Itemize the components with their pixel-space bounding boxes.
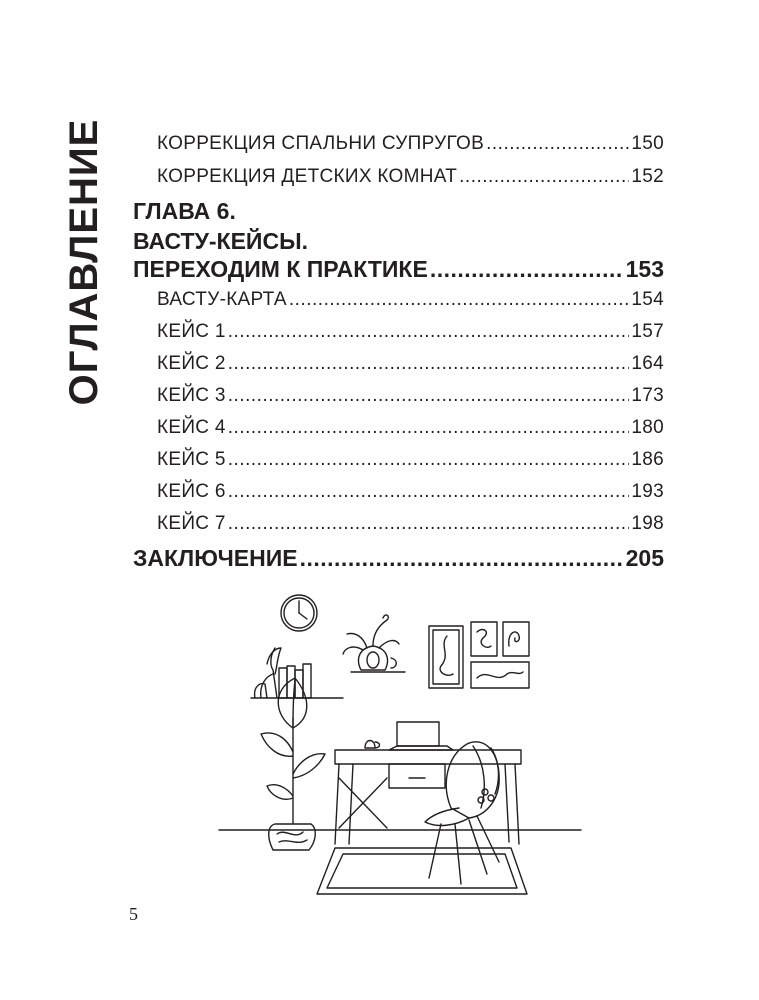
laptop-icon bbox=[389, 722, 453, 750]
toc-entry[interactable] bbox=[157, 449, 664, 471]
toc-entry-label: КЕЙС 4 bbox=[157, 417, 226, 438]
toc-entry-page: 198 bbox=[631, 513, 664, 534]
vase-icon bbox=[343, 615, 399, 670]
toc-entry[interactable] bbox=[157, 417, 664, 439]
dot-leader bbox=[228, 449, 630, 471]
toc-entry-page: 154 bbox=[631, 289, 664, 310]
toc-entry-page: 186 bbox=[631, 449, 664, 470]
toc-entry[interactable] bbox=[157, 385, 664, 407]
chapter-subtitle: ПЕРЕХОДИМ К ПРАКТИКЕ bbox=[133, 256, 428, 282]
toc-entry[interactable] bbox=[157, 289, 664, 311]
toc-entry[interactable] bbox=[157, 481, 664, 503]
toc-entry-label: КОРРЕКЦИЯ СПАЛЬНИ СУПРУГОВ bbox=[157, 133, 485, 154]
toc-entry-page: 193 bbox=[631, 481, 664, 502]
toc-entry-label: КОРРЕКЦИЯ ДЕТСКИХ КОМНАТ bbox=[157, 166, 458, 187]
toc-entry-page: 152 bbox=[631, 166, 664, 187]
dot-leader bbox=[228, 321, 630, 343]
toc-entry-label: КЕЙС 3 bbox=[157, 385, 226, 406]
toc-entry[interactable] bbox=[157, 321, 664, 343]
dot-leader bbox=[228, 481, 630, 503]
cup-icon bbox=[365, 741, 380, 749]
toc-entry-label: КЕЙС 7 bbox=[157, 513, 226, 534]
dot-leader bbox=[228, 417, 630, 439]
wall-pictures bbox=[429, 622, 529, 688]
dot-leader bbox=[459, 166, 629, 188]
toc-entry-label: КЕЙС 2 bbox=[157, 353, 226, 374]
toc-entry-page: 157 bbox=[631, 321, 664, 342]
dot-leader bbox=[228, 353, 630, 375]
dot-leader bbox=[430, 256, 624, 283]
dot-leader bbox=[300, 545, 624, 572]
bookshelf-icon bbox=[251, 648, 343, 698]
clock-icon bbox=[281, 595, 317, 631]
chair-icon bbox=[425, 742, 499, 884]
toc-entry-page: 150 bbox=[631, 133, 664, 154]
chapter-entry[interactable] bbox=[133, 256, 664, 283]
toc-entry-page: 164 bbox=[631, 353, 664, 374]
toc-entry[interactable] bbox=[157, 133, 664, 155]
conclusion-label: ЗАКЛЮЧЕНИЕ bbox=[133, 545, 298, 571]
chapter-page: 153 bbox=[625, 256, 664, 282]
toc-entry[interactable] bbox=[157, 166, 664, 188]
toc-entry-label: КЕЙС 1 bbox=[157, 321, 226, 342]
toc-entry-label: ВАСТУ-КАРТА bbox=[157, 289, 287, 310]
page-number: 5 bbox=[129, 904, 138, 924]
office-illustration bbox=[215, 588, 585, 908]
dot-leader bbox=[289, 289, 629, 311]
toc-entry-page: 180 bbox=[631, 417, 664, 438]
toc-entry[interactable] bbox=[157, 353, 664, 375]
conclusion-page: 205 bbox=[625, 545, 664, 571]
conclusion-entry[interactable] bbox=[133, 545, 664, 572]
toc-entry-label: КЕЙС 5 bbox=[157, 449, 226, 470]
plant-icon bbox=[261, 678, 325, 850]
dot-leader bbox=[228, 385, 630, 407]
toc-entry-label: КЕЙС 6 bbox=[157, 481, 226, 502]
side-title bbox=[62, 118, 106, 406]
dot-leader bbox=[228, 513, 630, 535]
toc-entry-page: 173 bbox=[631, 385, 664, 406]
side-title-text: ОГЛАВЛЕНИЕ bbox=[62, 118, 106, 406]
chapter-title: ВАСТУ-КЕЙСЫ. bbox=[133, 228, 308, 254]
chapter-number: ГЛАВА 6. bbox=[133, 198, 236, 224]
dot-leader bbox=[486, 133, 629, 155]
toc-entry[interactable] bbox=[157, 513, 664, 535]
